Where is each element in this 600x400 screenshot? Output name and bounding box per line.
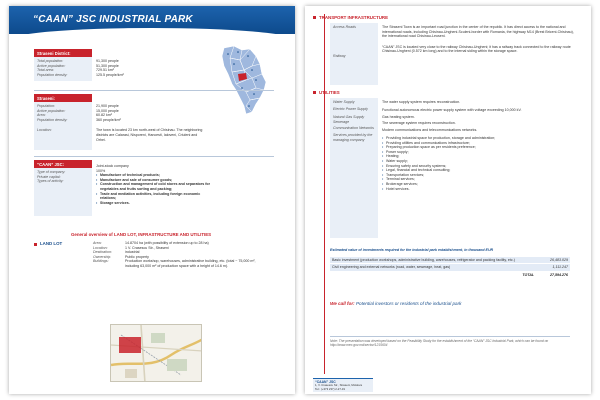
district-label: Population density: [37, 72, 68, 77]
left-page [9, 6, 295, 394]
table-row-total [330, 271, 570, 278]
divider [34, 156, 274, 157]
list-item: • Providing utilities and communications infrastructure; [382, 141, 578, 146]
footer-phone: Tel.: (+373 237) 2-27-19 [315, 386, 345, 391]
straseni-heading: Straseni: [34, 94, 92, 102]
district-value: 91,300 people [96, 59, 119, 63]
district-value: 125.5 people/km² [96, 72, 124, 77]
town-value: 15,000 people [96, 108, 119, 113]
call-text: Potential investors or residents of the industrial park [355, 301, 462, 306]
list-item: • Hotel services. [382, 187, 578, 192]
list-item: • Water supply; [382, 159, 578, 164]
land-label: Area: [93, 241, 102, 245]
utility-value: Gas heating system. [382, 115, 415, 120]
transport-value: The Straseni Town is an important road junction in the center of the republic. It has direct access to the national and international roads, including Chisinau-Ungheni-Sculeni-border with Romania, the highway M14 (Brest Briceni-Chisinau), the international road Chisinau-Leuseni. [382, 25, 574, 39]
table-cell: 26,483.029 [536, 257, 570, 264]
caan-heading: “CAAN” JSC: [34, 160, 92, 168]
transport-label: Access Roads [333, 25, 356, 29]
site-map-graphic [111, 325, 202, 382]
footer-contact [313, 378, 373, 392]
table-row [330, 264, 570, 271]
right-page [305, 6, 591, 394]
land-value: Production workshop, warehouses, administrative building, etc. (total ~ 75,000 m², including 63,000 m² of production space with a height of 14.6 m). [125, 259, 256, 268]
caan-values [96, 164, 216, 205]
land-value: 14.8704 ha (with possibility of extension up to 28 ha) [125, 241, 209, 245]
side-line [324, 14, 325, 374]
town-value: 21,900 people [96, 104, 119, 108]
page-title: “CAAN” JSC INDUSTRIAL PARK [33, 14, 193, 25]
district-value: 51,300 people [96, 63, 119, 68]
private-capital: 100% [96, 168, 106, 173]
utility-label: Sewerage [333, 119, 350, 124]
list-item: • Terminal services; [382, 177, 578, 182]
call-lead: We call for: [330, 301, 355, 306]
district-label: Total population: [37, 59, 64, 63]
list-item: • Trade and mediation activities, including foreign economic relations; [96, 192, 216, 201]
caan-labels [34, 168, 92, 216]
transport-heading: TRANSPORT INFRASTRUCTURE [319, 15, 389, 20]
land-value: industrial [125, 250, 140, 255]
utility-label: Natural Gas Supply [333, 115, 365, 120]
services-list [382, 136, 578, 191]
land-label: Destination: [93, 250, 112, 255]
caan-label: Types of activity: [37, 179, 64, 184]
utility-value: The water supply system requires reconstruction. [382, 100, 461, 104]
bullet-square-icon [313, 16, 316, 19]
utility-value: Functional autonomous electric power supply system with voltage exceeding 10,000 kV. [382, 107, 522, 112]
land-lot-values [125, 241, 265, 269]
utility-label: Water Supply [333, 100, 355, 104]
bullet-square-icon [313, 91, 316, 94]
land-label: Buildings: [93, 259, 109, 264]
list-item: • Preparing production space as per residents preference; [382, 145, 578, 150]
table-row [330, 257, 570, 264]
location-label: Location: [37, 128, 52, 133]
district-label: Active population: [37, 63, 66, 68]
land-label: Location: [93, 245, 108, 250]
transport-value: “CAAN” JSC is located very close to the railway Chisinau-Ungheni; it has a railway track connected to the railway route Chisinau-Ungheni (0.572 km long) and to the internal siding within the storage space. [382, 44, 571, 54]
land-lot-labels [93, 241, 112, 264]
site-map [110, 324, 202, 382]
land-label: Ownership: [93, 254, 112, 259]
location-text: The town is located 23 km north-west of Chisinau. The neighboring districts are Calarasi, Nisporeni, Hancesti, Ialoveni, Criuleni and Orhei. [96, 128, 203, 142]
list-item: • Heating; [382, 154, 578, 159]
caan-label: Type of company: [37, 170, 66, 174]
district-label: Total area: [37, 68, 54, 73]
footer-address: 1, V. Crasescu Str., Straseni, Moldova [315, 383, 362, 388]
straseni-values [96, 104, 206, 142]
straseni-district-labels [34, 57, 92, 81]
town-label: Population: [37, 104, 55, 108]
table-cell: Basic investment (production workshops, administrative building, warehouses, refrigerator and packing facility, etc.) [330, 257, 536, 264]
utilities-labels [330, 98, 378, 238]
town-label: Active population: [37, 108, 66, 113]
list-item: • Power supply; [382, 150, 578, 155]
general-overview-heading: General overview of LAND LOT, INFRASTRUCTURE AND UTILITIES [71, 232, 212, 237]
town-label: Area: [37, 113, 46, 118]
total-label: TOTAL [330, 271, 536, 278]
list-item: • Providing industrial space for production, storage and administration; [382, 136, 578, 141]
straseni-district-values [96, 59, 124, 77]
list-item: • Manufacture and sale of consumer goods; [96, 178, 216, 183]
straseni-district-heading: Straseni District: [34, 49, 92, 57]
company-type: Joint-stock company [96, 164, 129, 168]
town-label: Population density: [37, 117, 68, 122]
transport-values [382, 25, 578, 54]
utilities-heading: UTILITIES [319, 90, 340, 95]
list-item: • Legal, financial and technical consulting; [382, 168, 578, 173]
utility-label: Communication Networks [333, 126, 374, 131]
activity-list [96, 173, 216, 205]
town-value: 360 people/km² [96, 117, 121, 122]
utility-value: The sewerage system requires reconstruction. [382, 120, 456, 125]
moldova-map-icon [216, 44, 274, 116]
land-value: Public property [125, 254, 149, 259]
utility-value: Modern communications and telecommunications networks. [382, 128, 478, 133]
caan-label: Private capital: [37, 174, 61, 179]
footer-company: “CAAN” JSC [315, 379, 336, 384]
investment-heading: Estimated value of investments required for the industrial park establishment, in thousand EUR [330, 248, 494, 252]
table-cell: 1,111.247 [536, 264, 570, 271]
divider [34, 90, 274, 91]
transport-label: Railway [333, 53, 346, 58]
bullet-square-icon [34, 243, 37, 246]
table-cell: Civil engineering and external networks (road, water, sewerage, heat, gas) [330, 264, 536, 271]
divider [330, 336, 570, 337]
note-text: Note: The presentation was developed based on the Feasibility Study for the establishment of the “CAAN” JSC Industrial Park, which can be found on http://www.mec.gov.md/sector/1215604 [330, 339, 549, 348]
transport-labels [330, 23, 378, 85]
list-item: • Construction and management of cold stores and separators for vegetables and fruits sorting and packing; [96, 182, 216, 191]
services-label: Services provided by the managing company [333, 132, 373, 142]
district-value: 729.51 km² [96, 68, 114, 73]
list-item: • Storage services. [96, 201, 216, 206]
total-value: 27,594.276 [536, 271, 570, 278]
town-value: 60.82 km² [96, 113, 112, 118]
investment-table [330, 257, 570, 279]
list-item: • Brokerage services; [382, 182, 578, 187]
list-item: • Manufacture of technical products; [96, 173, 216, 178]
straseni-labels [34, 102, 92, 150]
land-lot-heading: LAND LOT [40, 241, 63, 246]
list-item: • Ensuring safety and security systems; [382, 164, 578, 169]
land-value: 1 V. Crasescu Str., Straseni [125, 245, 169, 250]
call-line [330, 301, 461, 306]
utility-label: Electric Power Supply [333, 106, 368, 111]
utilities-values [382, 100, 578, 191]
list-item: • Transportation services; [382, 173, 578, 178]
